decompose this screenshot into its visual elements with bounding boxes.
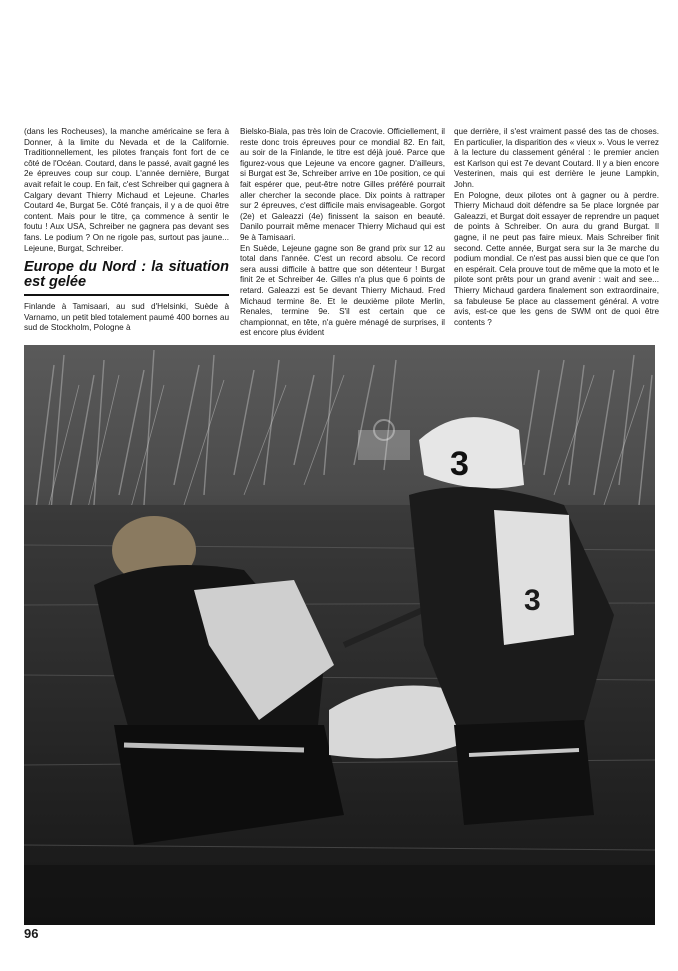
page-number: 96 <box>24 926 39 941</box>
article-column-3 <box>454 127 659 328</box>
paragraph: Bielsko-Biala, pas très loin de Cracovie. Officiellement, il reste donc trois épreuves pour ce mondial 82. En fait, au soir de la Finlande, le titre est déjà joué. Parce que figurez-vous que Lejeune va encore gagner. D'ailleurs, si Burgat est 3e, Schreiber arrive en 10e position, ce qui fait espérer que, peut-être notre Gilles préféré pourrait aller chercher la seconde place. Dix points à rattraper sur 2 épreuves, c'est difficile mais envisageable. Gorgot (2e) et Galeazzi (4e) finissent la saison en beauté. Danilo pourrait même menacer Thierry Michaud qui est 9e à Tamisaari. <box>240 127 445 242</box>
article-column-1 <box>24 127 229 334</box>
article-column-2 <box>240 127 445 339</box>
paragraph: En Pologne, deux pilotes ont à gagner ou à perdre. Thierry Michaud doit défendre sa 5e place lorgnée par Galeazzi, et Burgat doit essayer de reprendre un paquet de points à Schreiber. On aura du grand Burgat. Il gagne, il ne peut pas faire mieux. Mais Schreiber finit second. Cette année, Burgat sera sur la 3e marche du podium mondial. Ce n'est pas aussi bien que ce que l'on en espérait. Cela prouve tout de même que la moto et le pilote sont prêts pour un grand avenir : wait and see... Thierry Michaud gardera finalement son extraordinaire, sa fabuleuse 5e place au classement général. A votre avis, est-ce que les gens de SWM ont de quoi être contents ? <box>454 190 659 327</box>
section-heading: Europe du Nord : la situation est gelée <box>24 259 229 291</box>
paragraph: Finlande à Tamisaari, au sud d'Helsinki, Suède à Varnamo, un petit bled totalement paumé 400 bornes au sud de Stockholm, Pologne à <box>24 302 229 333</box>
trial-riders-photo <box>24 345 655 925</box>
paragraph: En Suède, Lejeune gagne son 8e grand prix sur 12 au total dans l'année. C'est un record absolu. Ce record sera aussi difficile à battre que son détenteur ! Burgat finit 2e et Schreiber 4e. Gilles n'a plus que 6 points de retard. Galeazzi est 5e devant Thierry Michaud. Fred Michaud termine 8e. Et le deuxième pilote Merlin, Renales, termine 9e. S'il est certain que ce championnat, en tête, n'a guère ménagé de surprises, il est encore plus évident <box>240 243 445 338</box>
paragraph: (dans les Rocheuses), la manche américaine se fera à Donner, à la limite du Nevada et de la Californie. Traditionnellement, les pilotes français font fort de ce côté de l'Océan. Coutard, dans le passé, avait gagné les 2e épreuves coup sur coup. L'année dernière, Burgat avait refait le coup. En fait, c'est Schreiber qui gagnera à Calgary devant Thierry Michaud et Lejeune. Charles Coutard 4e, Burgat 5e. Côté français, il y a de quoi être content. Mais pour le titre, ça commence à sentir le foutu ! Aux USA, Schreiber ne gagnera pas devant ses fans. Le podium ? On ne rigole pas, surtout pas jaune... Lejeune, Burgat, Schreiber. <box>24 127 230 253</box>
bib-number: 3 <box>524 584 541 617</box>
paragraph: que derrière, il s'est vraiment passé des tas de choses. En particulier, la disparition des « vieux ». Vous le verrez à la lecture du classement général : le premier ancien est Karlson qui est 7e devant Coutard. Il y a bien encore Vesterinen, mais qui est derrière le jeune Lampkin, John. <box>454 127 659 189</box>
helmet-number: 3 <box>450 445 469 483</box>
heading-rule <box>24 294 229 296</box>
watermark-logo <box>352 410 416 474</box>
